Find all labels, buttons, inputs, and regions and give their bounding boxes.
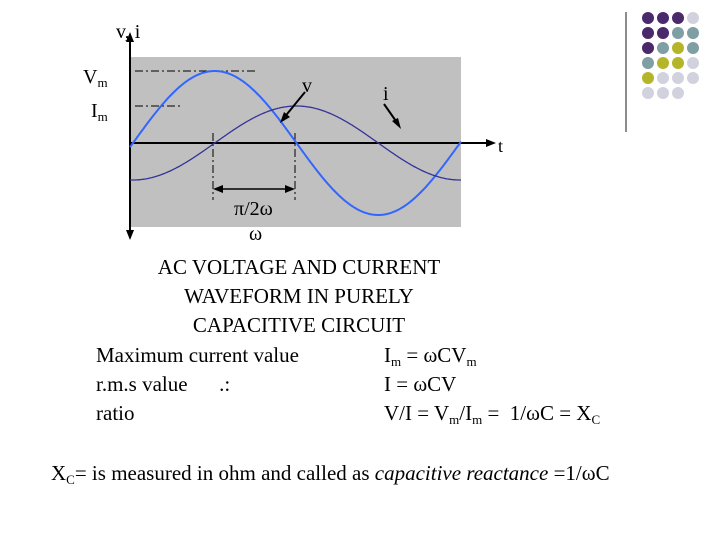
phase-label: π/2ω xyxy=(234,198,273,220)
decor-dot xyxy=(657,57,669,69)
title-line-1: AC VOLTAGE AND CURRENT xyxy=(157,255,441,279)
decor-dot xyxy=(687,27,699,39)
decor-dot xyxy=(672,57,684,69)
decor-dot xyxy=(657,42,669,54)
decor-dot xyxy=(672,27,684,39)
decor-dot xyxy=(642,12,654,24)
footer-definition: $X_C=$ is measured in ohm and called as capacitive reactance =1/ωC xyxy=(51,461,610,487)
decor-dot xyxy=(687,42,699,54)
decor-dot xyxy=(687,72,699,84)
phase-label-omega: ω xyxy=(249,223,263,245)
decor-dot xyxy=(642,27,654,39)
decor-dot xyxy=(642,57,654,69)
decor-dot xyxy=(672,72,684,84)
row-max-current-formula: $I_m = \omega CV_m$ xyxy=(384,343,477,369)
decor-dot xyxy=(672,42,684,54)
decor-dot xyxy=(657,72,669,84)
vm-label: $V_m$ xyxy=(83,66,108,90)
title-line-3: CAPACITIVE CIRCUIT xyxy=(192,313,406,337)
row-ratio-formula: $V/I = V_m/I_m = 1/\omega C = X_C$ xyxy=(384,401,601,427)
decor-dot xyxy=(642,42,654,54)
decor-dot xyxy=(657,27,669,39)
decor-dot xyxy=(657,87,669,99)
row-rms-label: r.m.s value .: xyxy=(96,372,231,396)
row-max-current-label: Maximum current value xyxy=(96,343,299,367)
voltage-label: v xyxy=(302,75,312,97)
axis-label-vi: v, i xyxy=(116,21,141,43)
decor-dot xyxy=(687,12,699,24)
axis-label-t: t xyxy=(498,136,504,156)
row-ratio-label: ratio xyxy=(96,401,135,425)
im-label: $I_m$ xyxy=(91,100,108,124)
title-line-2: WAVEFORM IN PURELY xyxy=(184,284,414,308)
row-rms-formula: I = ωCV xyxy=(384,372,457,396)
decor-dot xyxy=(642,87,654,99)
decor-dot xyxy=(672,12,684,24)
current-label: i xyxy=(383,83,389,105)
decor-dot xyxy=(657,12,669,24)
decor-dot xyxy=(687,57,699,69)
decor-dot xyxy=(642,72,654,84)
decor-dot xyxy=(672,87,684,99)
